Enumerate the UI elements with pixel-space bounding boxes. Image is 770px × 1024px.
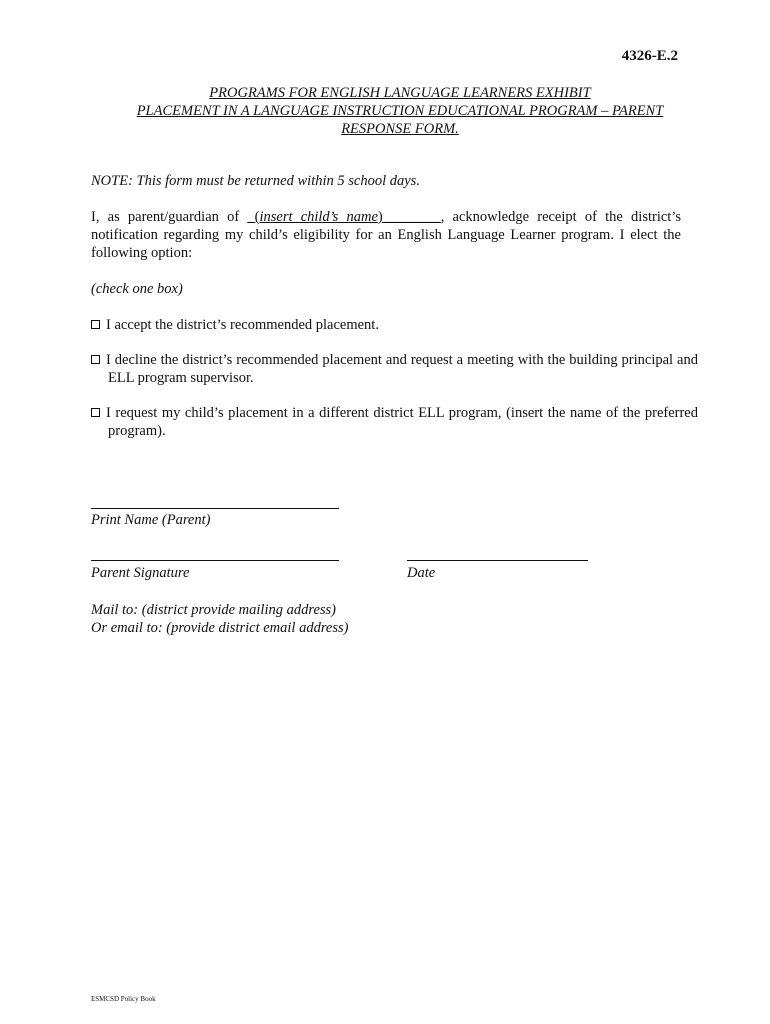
ack-prefix: I, as parent/guardian of xyxy=(91,209,248,225)
option-decline-label: I decline the district’s recommended placement and request a meeting with the building principal and ELL program supervisor. xyxy=(106,352,698,386)
decline-placement-checkbox[interactable] xyxy=(91,355,100,364)
print-name-label: Print Name (Parent) xyxy=(91,512,211,528)
signature-label: Parent Signature xyxy=(91,565,190,581)
return-note: NOTE: This form must be returned within 5 school days. xyxy=(91,173,420,189)
child-name-blank-end: )________ xyxy=(377,209,441,225)
signature-line[interactable] xyxy=(91,560,339,561)
check-one-instruction: (check one box) xyxy=(91,281,183,297)
option-accept-placement xyxy=(91,316,698,334)
different-program-checkbox[interactable] xyxy=(91,408,100,417)
form-code: 4326-E.2 xyxy=(621,48,678,64)
option-different-program xyxy=(91,404,698,440)
ack-suffix: , acknowledge receipt of the district’s notification regarding my child’s eligibility for an English Language Learner program. I elect the following option: xyxy=(91,209,681,261)
option-different-label: I request my child’s placement in a different district ELL program, (insert the name of the preferred program). xyxy=(106,405,698,439)
date-label: Date xyxy=(407,565,436,581)
option-decline-placement xyxy=(91,351,698,387)
title-line-2: PLACEMENT IN A LANGUAGE INSTRUCTION EDUCATIONAL PROGRAM – PARENT xyxy=(136,103,664,119)
child-name-blank-start: _( xyxy=(247,209,260,225)
email-to-text: Or email to: (provide district email address) xyxy=(91,620,349,636)
option-accept-label: I accept the district’s recommended placement. xyxy=(106,317,379,333)
child-name-placeholder: insert child’s name xyxy=(259,209,378,225)
accept-placement-checkbox[interactable] xyxy=(91,320,100,329)
return-instructions xyxy=(91,601,348,637)
acknowledgement-paragraph xyxy=(91,208,681,262)
form-title xyxy=(100,84,700,138)
mail-to-text: Mail to: (district provide mailing address) xyxy=(91,602,336,618)
footer-text: ESMCSD Policy Book xyxy=(91,995,156,1003)
print-name-line[interactable] xyxy=(91,508,339,509)
title-line-3: RESPONSE FORM. xyxy=(341,121,459,137)
title-line-1: PROGRAMS FOR ENGLISH LANGUAGE LEARNERS EXHIBIT xyxy=(209,85,591,101)
child-name-field[interactable] xyxy=(247,209,440,225)
date-line[interactable] xyxy=(407,560,588,561)
